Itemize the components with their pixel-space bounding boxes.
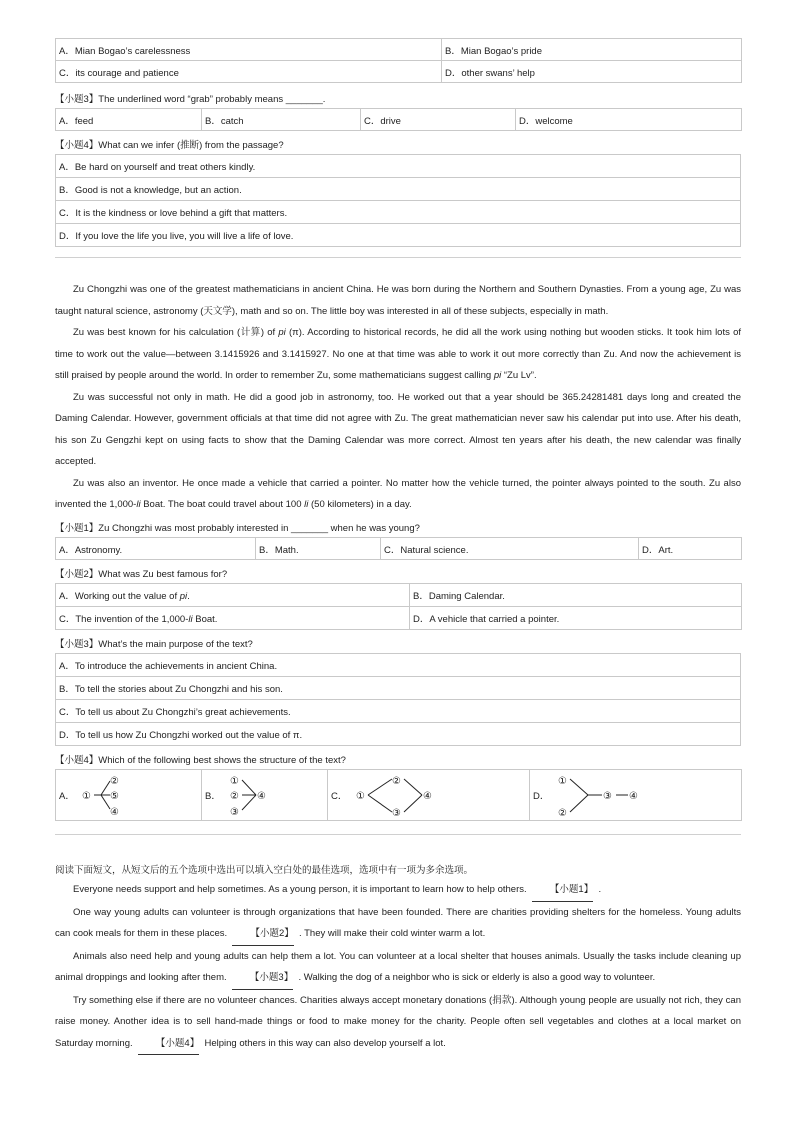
- zu-passage: [55, 279, 741, 516]
- volunteer-passage: [55, 879, 741, 1055]
- p1-q4-stem: 【小题4】What can we infer (推断) from the passage?: [55, 140, 284, 151]
- svg-text:①: ①: [557, 776, 567, 787]
- p2-q1-options: [55, 537, 742, 560]
- option[interactable]: B．Daming Calendar.: [410, 584, 742, 607]
- p2-q1-stem: 【小题1】Zu Chongzhi was most probably interested in _______ when he was young?: [55, 523, 420, 534]
- option[interactable]: A．Astronomy.: [56, 538, 256, 560]
- option[interactable]: D．Art.: [639, 538, 742, 560]
- option[interactable]: C．The invention of the 1,000-li Boat.: [56, 607, 410, 630]
- p1-q2-options: [55, 38, 742, 83]
- paragraph: Everyone needs support and help sometimes. As a young person, it is important to learn how to help others. 【小题1】 .: [55, 879, 741, 902]
- blank-1[interactable]: 【小题1】: [532, 879, 593, 902]
- option-a-structure[interactable]: A． ① ② ⑤ ④: [56, 770, 202, 821]
- svg-text:③: ③: [391, 808, 401, 819]
- option[interactable]: A．feed: [56, 109, 202, 131]
- option[interactable]: A．Working out the value of pi.: [56, 584, 410, 607]
- option[interactable]: A．Be hard on yourself and treat others kindly.: [56, 155, 741, 178]
- option[interactable]: D．welcome: [516, 109, 742, 131]
- p2-q2-options: [55, 583, 742, 630]
- paragraph: Zu was also an inventor. He once made a vehicle that carried a pointer. No matter how the vehicle turned, the pointer always pointed to the south. Zu also invented the 1,000-li Boat. The boat could travel about 100 li (50 kilometers) in a day.: [55, 477, 741, 510]
- option[interactable]: D．To tell us how Zu Chongzhi worked out the value of π.: [56, 723, 741, 746]
- option[interactable]: C．drive: [361, 109, 516, 131]
- paragraph: Zu was successful not only in math. He did a good job in astronomy, too. He worked out that a year should be 365.24281481 days long and created the Daming Calendar. However, government officials at that time did not agree with Zu. The great mathematician never saw his calendar put into use. After his death, his son Zu Gengzhi kept on using facts to show that the Daming Calendar was more correct. Almost ten years after his death, the new calendar was finally accepted.: [55, 391, 741, 467]
- structure-diagram-c: [352, 770, 452, 820]
- p1-q3-options: [55, 108, 742, 131]
- paragraph: Zu was best known for his calculation (计算) of pi (π). According to historical records, he did all the work using nothing but wooden sticks. It took him lots of time to work out the value—between 3.1415926 and 3.1415927. No one at that time was able to work it out more correctly than Zu. And now the achievement is still praised by people around the world. In order to remember Zu, some mathematicians suggest calling pi “Zu Lv”.: [55, 327, 741, 381]
- svg-text:②: ②: [109, 776, 119, 787]
- option[interactable]: C．Natural science.: [381, 538, 639, 560]
- svg-text:①: ①: [81, 791, 91, 802]
- option[interactable]: B．catch: [202, 109, 361, 131]
- svg-text:③: ③: [229, 807, 239, 818]
- svg-text:④: ④: [422, 791, 432, 802]
- p2-q2-stem: 【小题2】What was Zu best famous for?: [55, 569, 228, 580]
- blank-3[interactable]: 【小题3】: [232, 967, 293, 990]
- p2-q4-options: [55, 769, 742, 821]
- paragraph: Try something else if there are no volunteer chances. Charities always accept monetary donations (捐款). Although young people are usually not rich, they can raise money. Another idea is to sell hand-made things or food to make money for the charity. People often sell vegetables and clothes at a local market on Saturday morning. 【小题4】 Helping others in this way can also develop yourself a lot.: [55, 990, 741, 1056]
- option-b-structure[interactable]: B． ① ② ③ ④: [202, 770, 328, 821]
- p1-q4-options: [55, 154, 741, 247]
- option[interactable]: A．To introduce the achievements in ancient China.: [56, 654, 741, 677]
- option[interactable]: D．A vehicle that carried a pointer.: [410, 607, 742, 630]
- paragraph: Zu Chongzhi was one of the greatest mathematicians in ancient China. He was born during the Northern and Southern Dynasties. From a young age, Zu was taught natural science, astronomy (天文学), math and so on. The little boy was interested in all of these subjects, especially in math.: [55, 284, 741, 317]
- structure-diagram-d: [554, 770, 664, 820]
- option-c-structure[interactable]: C． ① ② ③ ④: [328, 770, 530, 821]
- blank-4[interactable]: 【小题4】: [138, 1033, 199, 1056]
- option[interactable]: A．Mian Bogao’s carelessness: [56, 39, 442, 61]
- option[interactable]: B．To tell the stories about Zu Chongzhi and his son.: [56, 677, 741, 700]
- svg-text:②: ②: [229, 791, 239, 802]
- option[interactable]: C．its courage and patience: [56, 61, 442, 83]
- part3-instruction: 阅读下面短文，从短文后的五个选项中选出可以填入空白处的最佳选项，选项中有一项为多余选项。: [55, 865, 474, 876]
- option-d-structure[interactable]: D． ① ② ③ ④: [530, 770, 742, 821]
- svg-text:②: ②: [557, 808, 567, 819]
- option[interactable]: B．Mian Bogao’s pride: [442, 39, 742, 61]
- divider: [55, 257, 741, 258]
- p2-q3-options: [55, 653, 741, 746]
- svg-text:①: ①: [355, 791, 365, 802]
- svg-text:③: ③: [602, 791, 612, 802]
- svg-text:⑤: ⑤: [109, 791, 119, 802]
- paragraph: Animals also need help and young adults can help them a lot. You can volunteer at a local shelter that houses animals. Usually the tasks include cleaning up animal droppings and looking after them. 【小题3】 . Walking the dog of a neighbor who is sick or elderly is also a good way to volunteer.: [55, 946, 741, 990]
- blank-2[interactable]: 【小题2】: [232, 923, 293, 946]
- option[interactable]: B．Math.: [256, 538, 381, 560]
- structure-diagram-b: [226, 770, 298, 820]
- p2-q4-stem: 【小题4】Which of the following best shows the structure of the text?: [55, 755, 346, 766]
- paragraph: One way young adults can volunteer is through organizations that have been founded. There are charities providing shelters for the homeless. Young adults can cook meals for them in these places. 【小题2】 . They will make their cold winter warm a lot.: [55, 902, 741, 946]
- option[interactable]: C．To tell us about Zu Chongzhi’s great achievements.: [56, 700, 741, 723]
- svg-text:①: ①: [229, 776, 239, 787]
- option[interactable]: C．It is the kindness or love behind a gift that matters.: [56, 201, 741, 224]
- option[interactable]: D．If you love the life you live, you will live a life of love.: [56, 224, 741, 247]
- structure-diagram-a: [80, 770, 152, 820]
- svg-text:④: ④: [109, 807, 119, 818]
- svg-text:④: ④: [256, 791, 266, 802]
- p2-q3-stem: 【小题3】What’s the main purpose of the text?: [55, 639, 253, 650]
- option[interactable]: B．Good is not a knowledge, but an action.: [56, 178, 741, 201]
- option[interactable]: D．other swans’ help: [442, 61, 742, 83]
- p1-q3-stem: 【小题3】The underlined word “grab” probably means _______.: [55, 94, 326, 105]
- divider: [55, 834, 741, 835]
- svg-text:②: ②: [391, 776, 401, 787]
- svg-text:④: ④: [628, 791, 638, 802]
